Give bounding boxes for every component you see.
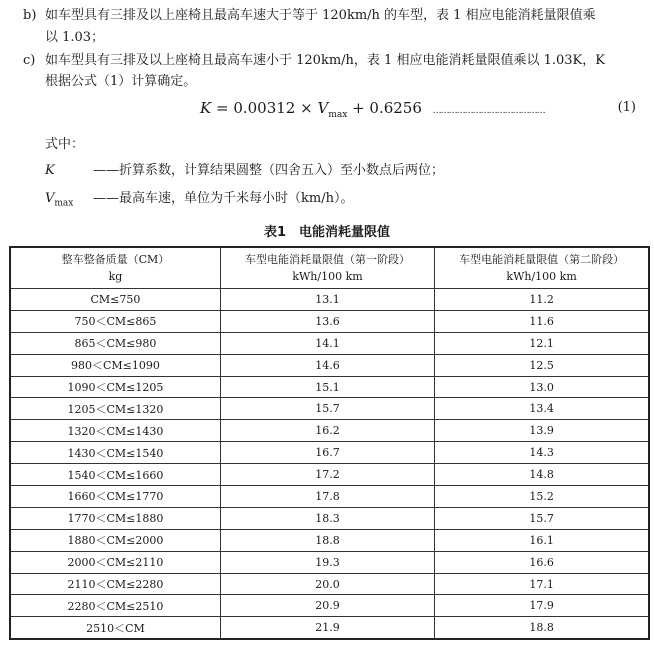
formula-eq: = 0.00312 × <box>211 99 318 117</box>
definition-symbol: K <box>45 163 55 178</box>
cell-limit-stage2: 13.0 <box>435 376 649 398</box>
table-row <box>10 464 649 486</box>
cell-curb-mass: 2000＜CM≤2110 <box>10 551 220 573</box>
definition-symbol: $V_{max}$ <box>45 191 74 209</box>
cell-limit-stage2: 16.1 <box>435 529 649 551</box>
cell-limit-stage2: 15.2 <box>435 486 649 508</box>
formula-lhs: K <box>200 99 212 117</box>
table-row <box>10 573 649 595</box>
cell-curb-mass: 1540＜CM≤1660 <box>10 464 220 486</box>
cell-limit-stage2: 13.9 <box>435 420 649 442</box>
table-row <box>10 595 649 617</box>
cell-limit-stage1: 15.7 <box>220 398 434 420</box>
table-row <box>10 354 649 376</box>
cell-limit-stage2: 11.6 <box>435 310 649 332</box>
table-row <box>10 507 649 529</box>
table-row <box>10 551 649 573</box>
cell-curb-mass: 1770＜CM≤1880 <box>10 507 220 529</box>
cell-curb-mass: 2110＜CM≤2280 <box>10 573 220 595</box>
cell-limit-stage1: 20.0 <box>220 573 434 595</box>
header-limit-stage1: 车型电能消耗量限值（第一阶段） kWh/100 km <box>220 247 434 289</box>
cell-limit-stage2: 13.4 <box>435 398 649 420</box>
cell-limit-stage1: 20.9 <box>220 595 434 617</box>
table-row <box>10 486 649 508</box>
cell-limit-stage2: 12.5 <box>435 354 649 376</box>
cell-curb-mass: 1430＜CM≤1540 <box>10 442 220 464</box>
definition-row-k <box>45 159 444 181</box>
cell-limit-stage2: 18.8 <box>435 617 649 639</box>
definition-text: ——最高车速，单位为千米每小时（km/h）。 <box>93 191 354 206</box>
definitions-title: 式中： <box>45 137 85 152</box>
cell-limit-stage2: 17.9 <box>435 595 649 617</box>
cell-curb-mass: 1090＜CM≤1205 <box>10 376 220 398</box>
paragraph-c-line1: 如车型具有三排及以上座椅且最高车速小于 120km/h，表 1 相应电能消耗量限值乘以 1.03K，K <box>45 53 605 68</box>
list-marker-b: b) <box>23 8 37 23</box>
cell-limit-stage1: 18.3 <box>220 507 434 529</box>
cell-curb-mass: 1660＜CM≤1770 <box>10 486 220 508</box>
table-row <box>10 617 649 639</box>
cell-limit-stage1: 17.8 <box>220 486 434 508</box>
cell-curb-mass: CM≤750 <box>10 289 220 311</box>
table-header-row <box>10 247 649 289</box>
paragraph-b <box>23 6 643 26</box>
formula-rest: + 0.6256 <box>347 99 422 117</box>
cell-limit-stage1: 14.1 <box>220 332 434 354</box>
cell-limit-stage2: 11.2 <box>435 289 649 311</box>
cell-limit-stage2: 15.7 <box>435 507 649 529</box>
cell-limit-stage1: 16.7 <box>220 442 434 464</box>
definition-row-vmax <box>45 187 353 209</box>
table-row <box>10 289 649 311</box>
cell-limit-stage1: 17.2 <box>220 464 434 486</box>
table-title: 表1 电能消耗量限值 <box>263 225 391 240</box>
cell-limit-stage2: 14.3 <box>435 442 649 464</box>
formula-dots: …………………………………… <box>432 106 545 116</box>
cell-curb-mass: 980＜CM≤1090 <box>10 354 220 376</box>
formula <box>200 99 640 121</box>
cell-limit-stage1: 16.2 <box>220 420 434 442</box>
paragraph-b-line2: 以 1.03； <box>45 30 105 45</box>
header-limit-stage2: 车型电能消耗量限值（第二阶段） kWh/100 km <box>435 247 649 289</box>
cell-limit-stage2: 14.8 <box>435 464 649 486</box>
limits-table <box>9 246 650 640</box>
cell-limit-stage2: 12.1 <box>435 332 649 354</box>
table-row <box>10 332 649 354</box>
table-row <box>10 376 649 398</box>
table-row <box>10 420 649 442</box>
table-row <box>10 529 649 551</box>
header-curb-mass: 整车整备质量（CM） kg <box>10 247 220 289</box>
formula-var-sub: max <box>328 110 348 120</box>
cell-limit-stage1: 19.3 <box>220 551 434 573</box>
cell-curb-mass: 1205＜CM≤1320 <box>10 398 220 420</box>
cell-curb-mass: 1880＜CM≤2000 <box>10 529 220 551</box>
definition-text: ——折算系数，计算结果圆整（四舍五入）至小数点后两位； <box>93 163 445 178</box>
cell-limit-stage1: 21.9 <box>220 617 434 639</box>
equation-number: (1) <box>617 100 636 115</box>
cell-curb-mass: 2510＜CM <box>10 617 220 639</box>
cell-curb-mass: 2280＜CM≤2510 <box>10 595 220 617</box>
paragraph-b-line1: 如车型具有三排及以上座椅且最高车速大于等于 120km/h 的车型，表 1 相应电能消耗量限值乘 <box>45 8 596 23</box>
cell-curb-mass: 1320＜CM≤1430 <box>10 420 220 442</box>
paragraph-c-line2: 根据公式（1）计算确定。 <box>45 74 197 89</box>
table-row <box>10 442 649 464</box>
formula-var: V <box>317 99 329 117</box>
cell-limit-stage2: 16.6 <box>435 551 649 573</box>
cell-limit-stage1: 13.6 <box>220 310 434 332</box>
cell-limit-stage1: 14.6 <box>220 354 434 376</box>
cell-curb-mass: 865＜CM≤980 <box>10 332 220 354</box>
cell-curb-mass: 750＜CM≤865 <box>10 310 220 332</box>
paragraph-c <box>23 51 643 71</box>
table-row <box>10 310 649 332</box>
cell-limit-stage1: 18.8 <box>220 529 434 551</box>
table-row <box>10 398 649 420</box>
list-marker-c: c) <box>23 53 36 68</box>
cell-limit-stage1: 13.1 <box>220 289 434 311</box>
cell-limit-stage2: 17.1 <box>435 573 649 595</box>
cell-limit-stage1: 15.1 <box>220 376 434 398</box>
